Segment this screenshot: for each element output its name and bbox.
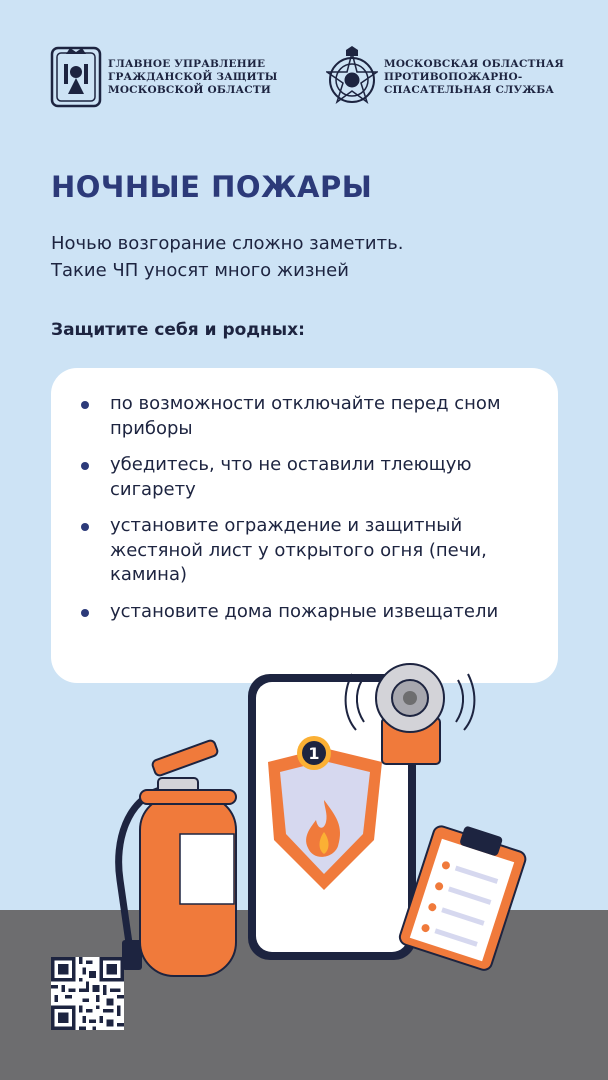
tip-item-3: установите ограждение и защитный жестяной лист у открытого огня (печи, камина): [81, 514, 528, 588]
tips-card: [51, 368, 558, 683]
right-org-line-2: ПРОТИВОПОЖАРНО-: [384, 70, 523, 83]
right-org-logo: [326, 44, 564, 110]
header: [0, 40, 608, 120]
badge-number: 1: [308, 744, 320, 763]
intro-line-2: Такие ЧП уносят много жизней: [51, 260, 349, 281]
fire-extinguisher-icon: [119, 739, 236, 976]
left-org-line-2: ГРАЖДАНСКОЙ ЗАЩИТЫ: [108, 70, 278, 83]
right-org-name: [384, 58, 564, 97]
page-title: НОЧНЫЕ ПОЖАРЫ: [51, 170, 373, 204]
moscow-oblast-coat-of-arms-icon: [50, 44, 102, 110]
qr-code-icon[interactable]: [51, 957, 124, 1030]
intro-line-1: Ночью возгорание сложно заметить.: [51, 233, 404, 254]
right-org-line-3: СПАСАТЕЛЬНАЯ СЛУЖБА: [384, 83, 555, 96]
clipboard-checklist-icon: [398, 817, 530, 972]
fire-safety-illustration: [100, 650, 530, 980]
intro-text: [51, 230, 403, 284]
tips-heading: Защитите себя и родных:: [51, 320, 305, 340]
tip-item-1: по возможности отключайте перед сном приборы: [81, 392, 528, 441]
left-org-logo: [50, 44, 278, 110]
fire-rescue-star-emblem-icon: [326, 44, 378, 110]
tip-item-2: убедитесь, что не оставили тлеющую сигарету: [81, 453, 528, 502]
left-org-line-1: ГЛАВНОЕ УПРАВЛЕНИЕ: [108, 57, 266, 70]
left-org-name: [108, 58, 278, 97]
tip-item-4: установите дома пожарные извещатели: [81, 600, 528, 625]
left-org-line-3: МОСКОВСКОЙ ОБЛАСТИ: [108, 83, 271, 96]
right-org-line-1: МОСКОВСКАЯ ОБЛАСТНАЯ: [384, 57, 564, 70]
tips-list: [51, 368, 558, 624]
